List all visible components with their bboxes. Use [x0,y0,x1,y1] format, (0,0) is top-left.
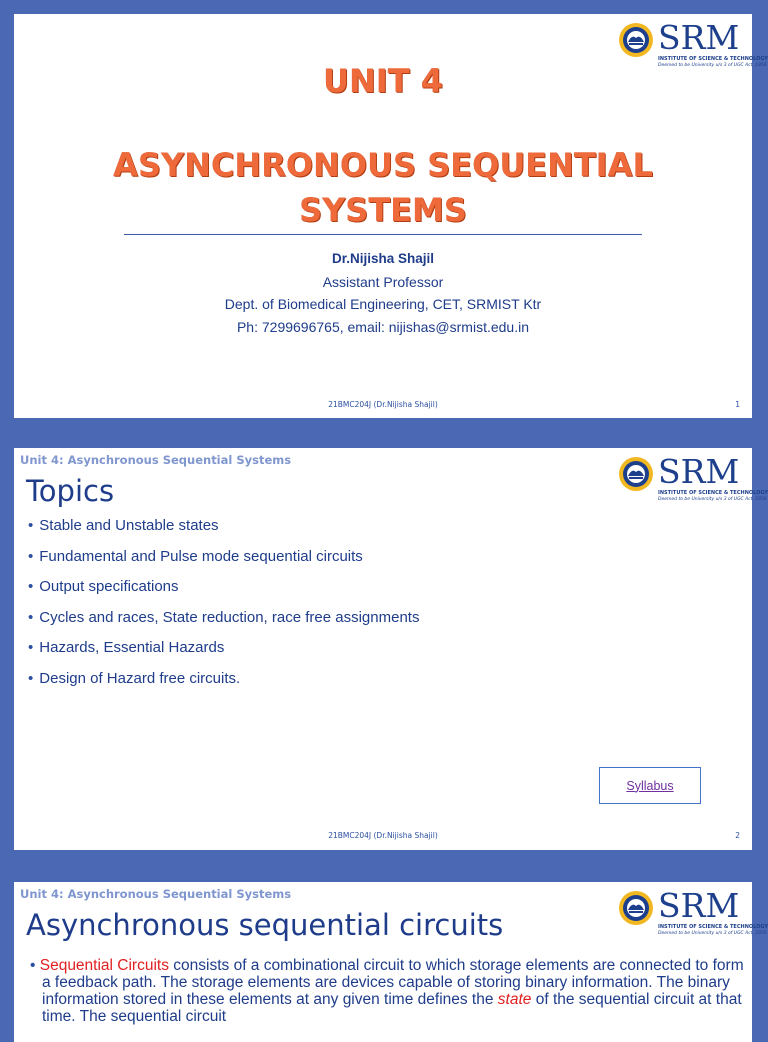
logo-subtagline: Deemed to be University u/s 3 of UGC Act, 1956 [658,931,767,936]
slide-title: Asynchronous sequential circuits [26,908,504,942]
logo-tagline: INSTITUTE OF SCIENCE & TECHNOLOGY [658,490,768,496]
page-number: 2 [735,831,740,840]
logo-brand: SRM [658,18,740,57]
state-term: state [497,991,532,1008]
slide-title-line2: SYSTEMS [299,191,467,229]
srm-logo [616,452,768,510]
definition-paragraph [28,957,754,1025]
slide-header: Unit 4: Asynchronous Sequential Systems [20,887,292,901]
list-item: • Output specifications [28,579,419,595]
logo-brand: SRM [658,452,740,491]
unit-heading: UNIT 4 [323,62,443,100]
highlight-term: Sequential Circuits [39,957,169,974]
paragraph-text: consists of a combinational circuit to which storage elements are connected to form a feedback path. The storage elements are devices capable of storing binary information. The binary information stored in these elements at any given time defines the [42,957,744,1008]
slide-footer: 21BMC204J (Dr.Nijisha Shajil) [328,831,438,840]
srm-logo [616,886,768,944]
srm-seal-icon [618,456,654,492]
title-slide [14,14,768,418]
author-name: Dr.Nijisha Shajil [331,251,435,266]
page-number: 1 [735,400,740,409]
slide-title-line1: ASYNCHRONOUS SEQUENTIAL [113,146,653,184]
logo-subtagline: Deemed to be University u/s 3 of UGC Act, 1956 [658,497,767,502]
logo-tagline: INSTITUTE OF SCIENCE & TECHNOLOGY [658,56,768,62]
list-item: • Hazards, Essential Hazards [28,640,419,656]
logo-tagline: INSTITUTE OF SCIENCE & TECHNOLOGY [658,924,768,930]
srm-seal-icon [618,890,654,926]
list-item: • Cycles and races, State reduction, race free assignments [28,610,419,626]
slide-title: Topics [26,474,115,508]
paragraph-text-continued: of the sequential circuit at that time. The sequential circuit [42,991,742,1025]
slide-header: Unit 4: Asynchronous Sequential Systems [20,453,292,467]
content-slide [14,882,768,1042]
title-divider [124,234,642,235]
srm-seal-icon [618,22,654,58]
topics-slide [14,448,768,850]
list-item: • Fundamental and Pulse mode sequential circuits [28,549,419,565]
logo-brand: SRM [658,886,740,925]
list-item: • Stable and Unstable states [28,518,419,534]
slide-footer: 21BMC204J (Dr.Nijisha Shajil) [328,400,438,409]
bullet-icon: • [30,957,40,974]
list-item: • Design of Hazard free circuits. [28,671,419,687]
logo-subtagline: Deemed to be University u/s 3 of UGC Act, 1956 [658,63,767,68]
author-department: Dept. of Biomedical Engineering, CET, SRMIST Ktr [224,296,542,312]
topics-list [28,518,419,701]
author-contact: Ph: 7299696765, email: nijishas@srmist.edu.in [236,319,530,335]
syllabus-link-button[interactable]: Syllabus [599,767,701,804]
author-designation: Assistant Professor [322,274,444,290]
